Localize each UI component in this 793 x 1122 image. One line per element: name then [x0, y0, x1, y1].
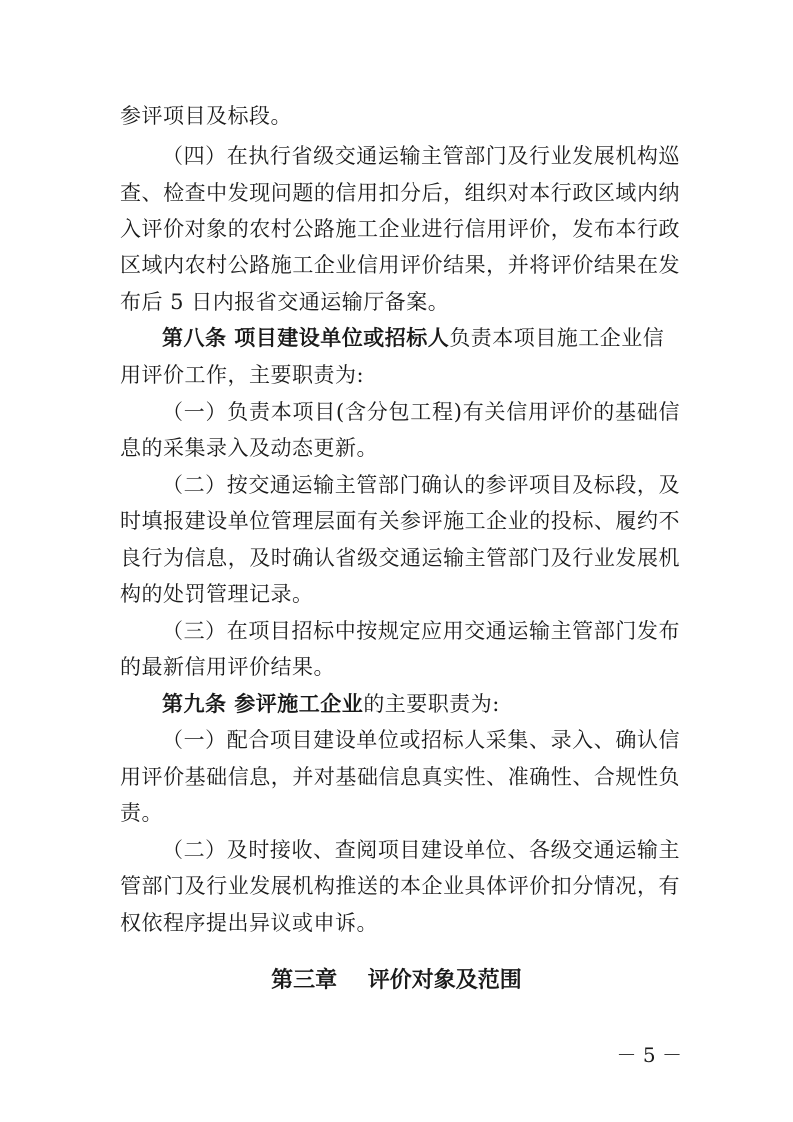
text-line: （四）在执行省级交通运输主管部门及行业发展机构巡: [162, 144, 680, 168]
text-line: 区域内农村公路施工企业信用评价结果，并将评价结果在发: [120, 253, 680, 277]
text-line: 布后 5 日内报省交通运输厅备案。: [120, 290, 450, 314]
text-line: 时填报建设单位管理层面有关参评施工企业的投标、履约不: [120, 509, 680, 533]
text-line: （二）及时接收、查阅项目建设单位、各级交通运输主: [162, 838, 680, 862]
page-number: － 5 －: [616, 1043, 682, 1067]
text-line: 构的处罚管理记录。: [120, 582, 314, 606]
text-line: （三）在项目招标中按规定应用交通运输主管部门发布: [162, 619, 680, 643]
chapter-title: 第三章 评价对象及范围: [271, 968, 522, 993]
text-line: 管部门及行业发展机构推送的本企业具体评价扣分情况，有: [120, 874, 680, 898]
article-9-text: 的主要职责为:: [363, 692, 500, 716]
article-9-title: 第九条 参评施工企业: [162, 692, 364, 716]
article-8-heading-line: [162, 322, 680, 354]
text-line: 息的采集录入及动态更新。: [120, 436, 378, 460]
text-line: （一）负责本项目(含分包工程)有关信用评价的基础信: [162, 400, 680, 424]
text-line: 入评价对象的农村公路施工企业进行信用评价，发布本行政: [120, 217, 680, 241]
text-line: 权依程序提出异议或申诉。: [120, 911, 378, 935]
text-line: 参评项目及标段。: [120, 104, 292, 128]
text-line: 用评价基础信息，并对基础信息真实性、准确性、合规性负: [120, 765, 680, 789]
article-9-heading-line: [162, 688, 680, 720]
text-line: （一）配合项目建设单位或招标人采集、录入、确认信: [162, 728, 680, 752]
text-line: 用评价工作，主要职责为:: [120, 363, 365, 387]
text-line: 良行为信息，及时确认省级交通运输主管部门及行业发展机: [120, 546, 680, 570]
article-8-title: 第八条 项目建设单位或招标人: [162, 326, 450, 350]
text-line: 查、检查中发现问题的信用扣分后，组织对本行政区域内纳: [120, 181, 680, 205]
text-line: 责。: [120, 801, 163, 825]
text-line: 的最新信用评价结果。: [120, 655, 335, 679]
article-8-text: 负责本项目施工企业信: [449, 326, 665, 350]
text-line: （二）按交通运输主管部门确认的参评项目及标段，及: [162, 473, 680, 497]
